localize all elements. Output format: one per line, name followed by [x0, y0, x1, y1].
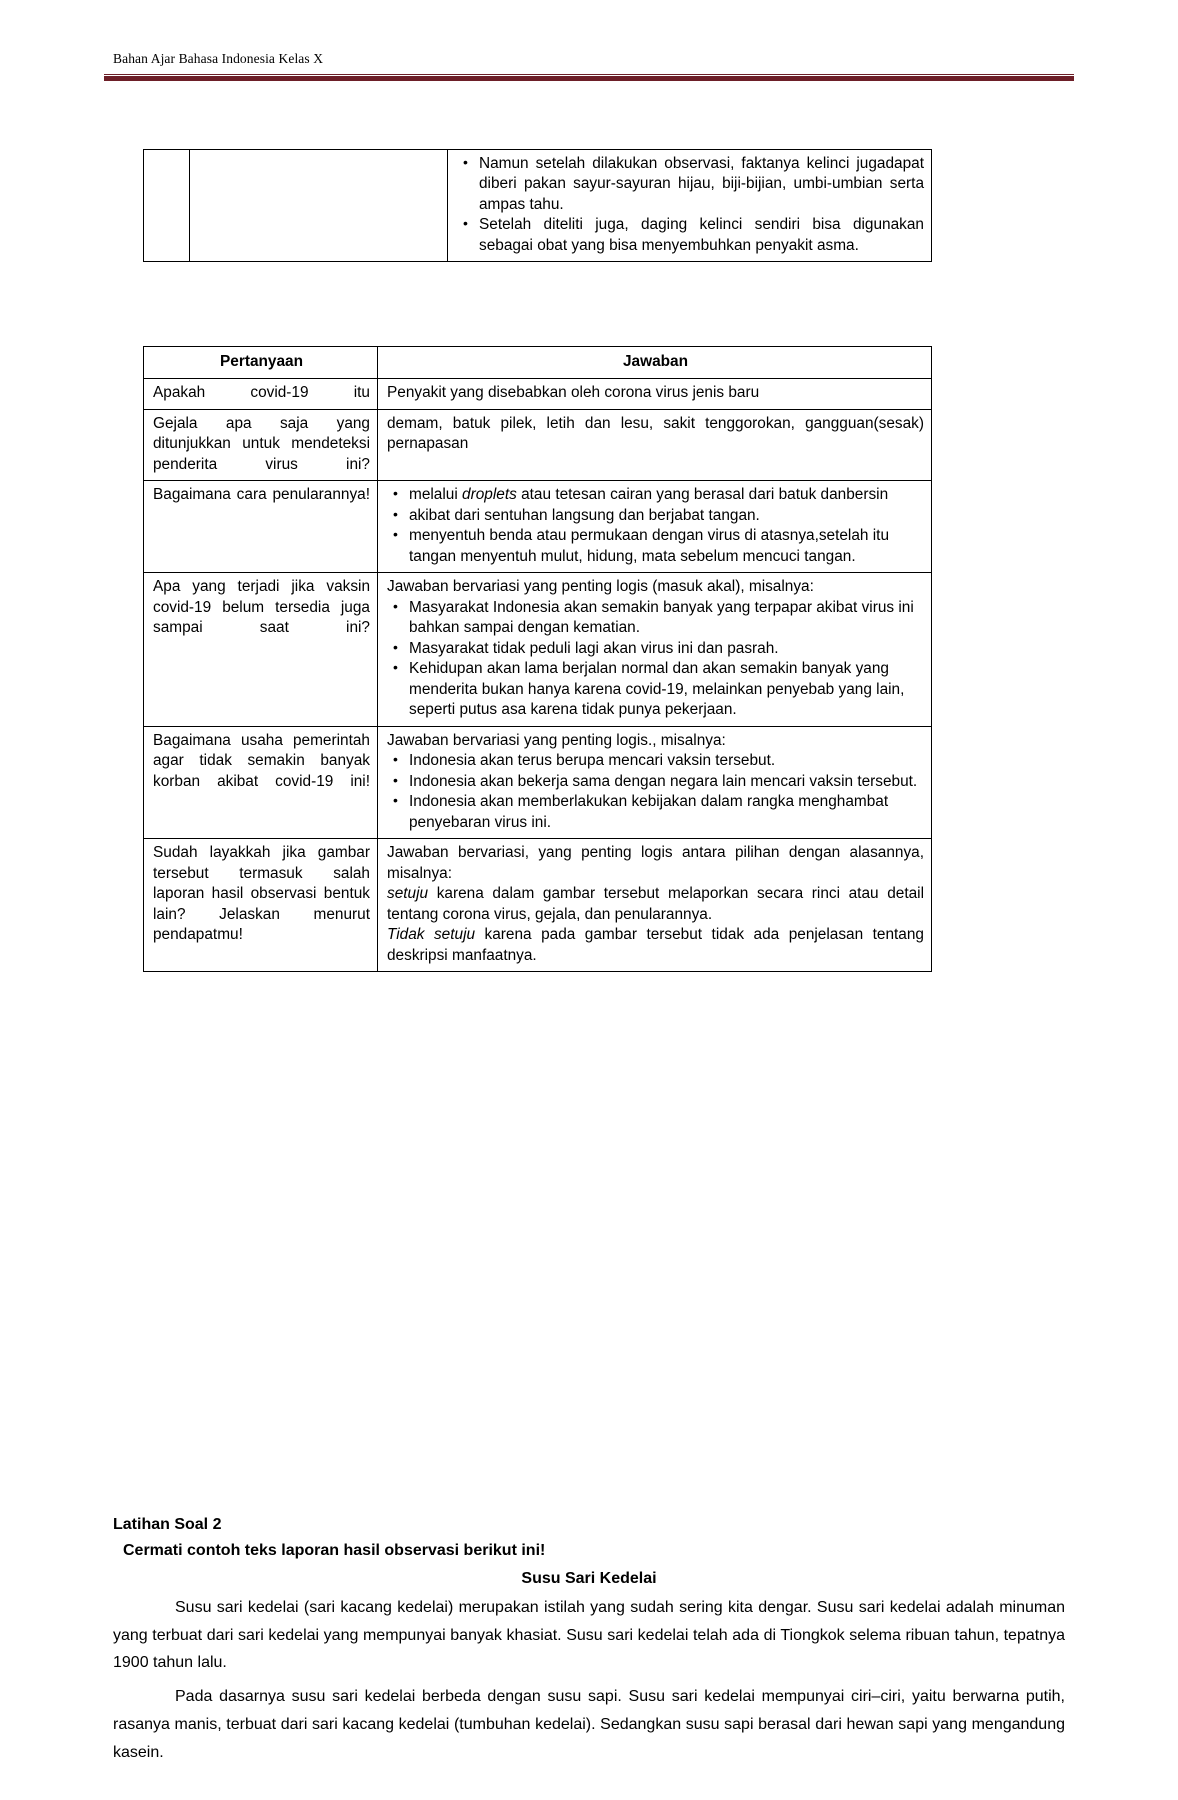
- continued-cell-col2: [190, 150, 448, 262]
- list-item: • Namun setelah dilakukan observasi, faktanya kelinci jugadapat diberi pakan sayur-sayuran hijau, biji-bijian, umbi-umbian serta ampas tahu.: [477, 154, 924, 215]
- answer-opinion-disagree-text: karena pada gambar tersebut tidak ada penjelasan tentang deskripsi manfaatnya.: [387, 926, 924, 964]
- answer-cell: [378, 481, 932, 573]
- list-item: • Indonesia akan bekerja sama dengan negara lain mencari vaksin tersebut.: [407, 772, 924, 792]
- qa-table-wrapper: [143, 346, 932, 972]
- table-row: [144, 409, 932, 480]
- column-header-pertanyaan: Pertanyaan: [144, 347, 378, 379]
- page-header: [0, 52, 1178, 81]
- text-title: Susu Sari Kedelai: [521, 1569, 657, 1587]
- list-item: • Kehidupan akan lama berjalan normal dan akan semakin banyak yang menderita bukan hanya karena covid-19, melainkan penyebab yang lain, seperti putus asa karena tidak punya pekerjaan.: [407, 659, 924, 720]
- question-cell: [144, 726, 378, 838]
- emphasis-tidak-setuju: Tidak setuju: [387, 926, 476, 944]
- answer-lead-text: Jawaban bervariasi yang penting logis., misalnya:: [387, 731, 726, 749]
- answer-opinion-agree-text: karena dalam gambar tersebut melaporkan secara rinci atau detail tentang corona virus, gejala, dan penularannya.: [387, 885, 924, 923]
- header-rule-thin: [104, 74, 1074, 75]
- table-row: [144, 839, 932, 972]
- list-item: • menyentuh benda atau permukaan dengan virus di atasnya,setelah itu tangan menyentuh mulut, hidung, mata sebelum mencuci tangan.: [407, 526, 924, 567]
- exercise-heading: Latihan Soal 2: [113, 1516, 222, 1533]
- question-text: Gejala apa saja yang ditunjukkan untuk mendeteksi penderita virus ini?: [153, 414, 370, 473]
- answer-lead-text: Jawaban bervariasi yang penting logis (masuk akal), misalnya:: [387, 578, 814, 596]
- table-row: [144, 481, 932, 573]
- answer-bullet-list: [387, 751, 924, 833]
- answer-opinion-disagree: [387, 925, 924, 966]
- continued-cell-col1: [144, 150, 190, 262]
- paragraph-2: Pada dasarnya susu sari kedelai berbeda dengan susu sapi. Susu sari kedelai mempunyai ciri–ciri, yaitu berwarna putih, rasanya manis, terbuat dari sari kacang kedelai (tumbuhan kedelai). Sedangkan susu sapi berasal dari hewan sapi yang mengandung kasein.: [113, 1688, 1065, 1761]
- answer-bullet-list: [387, 598, 924, 721]
- answer-cell: [378, 379, 932, 409]
- table-row: [144, 726, 932, 838]
- answer-cell: [378, 726, 932, 838]
- paragraph-1: Susu sari kedelai (sari kacang kedelai) merupakan istilah yang sudah sering kita dengar. Susu sari kedelai adalah minuman yang terbuat dari sari kedelai yang mempunyai banyak khasiat. Susu sari kedelai telah ada di Tiongkok selema ribuan tahun, tepatnya 1900 tahun lalu.: [113, 1598, 1065, 1672]
- answer-cell: [378, 409, 932, 480]
- list-item: • Masyarakat tidak peduli lagi akan virus ini dan pasrah.: [407, 639, 924, 659]
- qa-table-header-row: [144, 347, 932, 379]
- list-item: • akibat dari sentuhan langsung dan berjabat tangan.: [407, 506, 924, 526]
- question-cell: [144, 481, 378, 573]
- qa-table: [143, 346, 932, 972]
- answer-cell: [378, 839, 932, 972]
- answer-opinion-agree: [387, 884, 924, 925]
- continued-table-wrapper: [143, 149, 932, 262]
- list-item: • Indonesia akan terus berupa mencari vaksin tersebut.: [407, 751, 924, 771]
- answer-bullet-list: [387, 485, 924, 567]
- list-item: • melalui droplets atau tetesan cairan yang berasal dari batuk danbersin: [407, 485, 924, 505]
- answer-cell: [378, 573, 932, 726]
- question-text: Apa yang terjadi jika vaksin covid-19 belum tersedia juga sampai saat ini?: [153, 578, 370, 637]
- exercise-section: [113, 1512, 1065, 1767]
- question-text: Apakah covid-19 itu: [153, 384, 370, 402]
- header-title: Bahan Ajar Bahasa Indonesia Kelas X: [113, 51, 324, 66]
- question-cell: [144, 379, 378, 409]
- emphasis-droplets: droplets: [462, 486, 517, 504]
- table-row: [144, 379, 932, 409]
- question-text: Bagaimana cara penularannya!: [153, 486, 370, 504]
- answer-lead-text: demam, batuk pilek, letih dan lesu, sakit tenggorokan, gangguan(sesak) pernapasan: [387, 414, 924, 453]
- list-item: • Masyarakat Indonesia akan semakin banyak yang terpapar akibat virus ini bahkan sampai dengan kematian.: [407, 598, 924, 639]
- table-row: [144, 150, 932, 262]
- header-rule-thick: [104, 76, 1074, 81]
- question-cell: [144, 409, 378, 480]
- continued-bullet-list: [457, 154, 924, 256]
- question-text: Bagaimana usaha pemerintah agar tidak semakin banyak korban akibat covid-19 ini!: [153, 731, 370, 790]
- question-text: Sudah layakkah jika gambar tersebut termasuk salah laporan hasil observasi bentuk lain? Jelaskan menurut pendapatmu!: [153, 844, 370, 944]
- table-row: [144, 573, 932, 726]
- list-item: • Indonesia akan memberlakukan kebijakan dalam rangka menghambat penyebaran virus ini.: [407, 792, 924, 833]
- column-header-jawaban: Jawaban: [378, 347, 932, 379]
- exercise-instruction: Cermati contoh teks laporan hasil observasi berikut ini!: [123, 1541, 546, 1559]
- continued-table: [143, 149, 932, 262]
- answer-lead-text: Penyakit yang disebabkan oleh corona virus jenis baru: [387, 384, 760, 402]
- header-rule-group: [104, 74, 1074, 82]
- question-cell: [144, 839, 378, 972]
- question-cell: [144, 573, 378, 726]
- emphasis-setuju: setuju: [387, 885, 429, 903]
- continued-cell-content: [448, 150, 932, 262]
- list-item: • Setelah diteliti juga, daging kelinci sendiri bisa digunakan sebagai obat yang bisa menyembuhkan penyakit asma.: [477, 215, 924, 256]
- answer-lead-text: Jawaban bervariasi, yang penting logis antara pilihan dengan alasannya, misalnya:: [387, 844, 924, 882]
